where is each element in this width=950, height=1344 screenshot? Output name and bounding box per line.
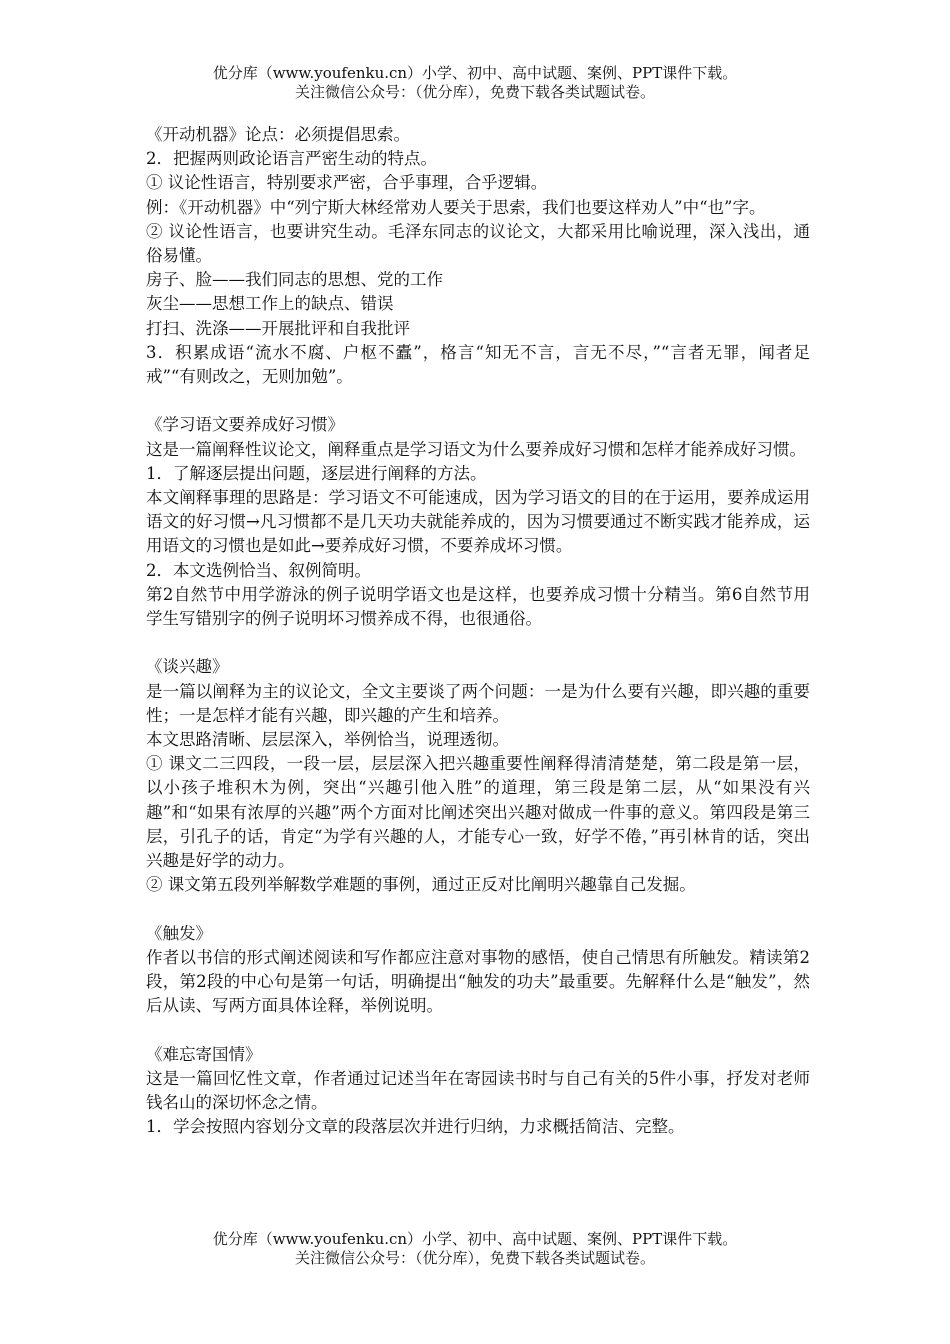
paragraph: 灰尘——思想工作上的缺点、错误 (146, 294, 394, 314)
paragraph: 本文思路清晰、层层深入，举例恰当，说理透彻。 (146, 730, 509, 750)
document-body (146, 123, 810, 1139)
paragraph: 例：《开动机器》中“列宁斯大林经常劝人要关于思索，我们也要这样劝人”中“也”字。 (146, 197, 766, 217)
header-line-1: 优分库（www.youfenku.cn）小学、初中、高中试题、案例、PPT课件下载。 (212, 64, 738, 82)
paragraph: 这是一篇阐释性议论文，阐释重点是学习语文为什么要养成好习惯和怎样才能养成好习惯。 (146, 439, 806, 459)
paragraph: ① 议论性语言，特别要求严密，合乎事理，合乎逻辑。 (146, 173, 548, 193)
paragraph: 作者以书信的形式阐述阅读和写作都应注意对事物的感悟，使自己情思有所触发。精读第2段，第2段的中心句是第一句话，明确提出“触发的功夫”最重要。先解释什么是“触发”，然后从读、写两方面具体诠释，举例说明。 (146, 947, 810, 1016)
page-footer (0, 1230, 950, 1268)
blank-line (146, 897, 810, 921)
paragraph: 1．了解逐层提出问题，逐层进行阐释的方法。 (146, 463, 487, 483)
blank-line (146, 1018, 810, 1042)
paragraph: ② 课文第五段列举解数学难题的事例，通过正反对比阐明兴趣靠自己发掘。 (146, 875, 696, 895)
blank-line (146, 631, 810, 655)
footer-line-1: 优分库（www.youfenku.cn）小学、初中、高中试题、案例、PPT课件下载。 (212, 1230, 738, 1248)
paragraph: 2．本文选例恰当、叙例简明。 (146, 560, 371, 580)
paragraph: 2．把握两则政论语言严密生动的特点。 (146, 149, 437, 169)
paragraph: 《触发》 (146, 923, 212, 943)
paragraph: 打扫、洗涤——开展批评和自我批评 (146, 318, 410, 338)
paragraph: 《开动机器》论点：必须提倡思索。 (146, 125, 410, 144)
page-header (0, 64, 950, 102)
footer-line-2: 关注微信公众号：（优分库），免费下载各类试题试卷。 (294, 1249, 655, 1267)
paragraph: ② 议论性语言，也要讲究生动。毛泽东同志的议论文，大都采用比喻说理，深入浅出，通俗易懂。 (146, 221, 810, 266)
paragraph: 这是一篇回忆性文章，作者通过记述当年在寄园读书时与自己有关的5件小事，抒发对老师钱名山的深切怀念之情。 (146, 1068, 810, 1113)
paragraph: 《学习语文要养成好习惯》 (146, 415, 344, 435)
blank-line (146, 389, 810, 413)
paragraph: 3．积累成语“流水不腐、户枢不蠹”，格言“知无不言，言无不尽，”“言者无罪，闻者足戒”“有则改之，无则加勉”。 (146, 342, 810, 387)
paragraph: 房子、脸——我们同志的思想、党的工作 (146, 270, 443, 290)
paragraph: 1．学会按照内容划分文章的段落层次并进行归纳，力求概括简洁、完整。 (146, 1117, 685, 1137)
paragraph: 第2自然节中用学游泳的例子说明学语文也是这样，也要养成习惯十分精当。第6自然节用学生写错别字的例子说明坏习惯养成不得，也很通俗。 (146, 584, 810, 629)
paragraph: 《难忘寄国情》 (146, 1044, 262, 1064)
paragraph: 《谈兴趣》 (146, 657, 229, 677)
paragraph: 是一篇以阐释为主的议论文，全文主要谈了两个问题：一是为什么要有兴趣，即兴趣的重要性；一是怎样才能有兴趣，即兴趣的产生和培养。 (146, 681, 810, 725)
paragraph: 本文阐释事理的思路是：学习语文不可能速成，因为学习语文的目的在于运用，要养成运用语文的好习惯→凡习惯都不是几天功夫就能养成的，因为习惯要通过不断实践才能养成，运用语文的习惯也是如此→要养成好习惯，不要养成坏习惯。 (146, 488, 810, 556)
paragraph: ① 课文二三四段，一段一层，层层深入把兴趣重要性阐释得清清楚楚，第二段是第一层，以小孩子堆积木为例，突出“兴趣引他入胜”的道理，第三段是第二层，从“如果没有兴趣”和“如果有浓厚的兴趣”两个方面对比阐述突出兴趣对做成一件事的意义。第四段是第三层，引孔子的话，肯定“为学有兴趣的人，才能专心一致，好学不倦，”再引林肯的话，突出兴趣是好学的动力。 (146, 754, 810, 871)
header-line-2: 关注微信公众号：（优分库），免费下载各类试题试卷。 (294, 83, 655, 101)
